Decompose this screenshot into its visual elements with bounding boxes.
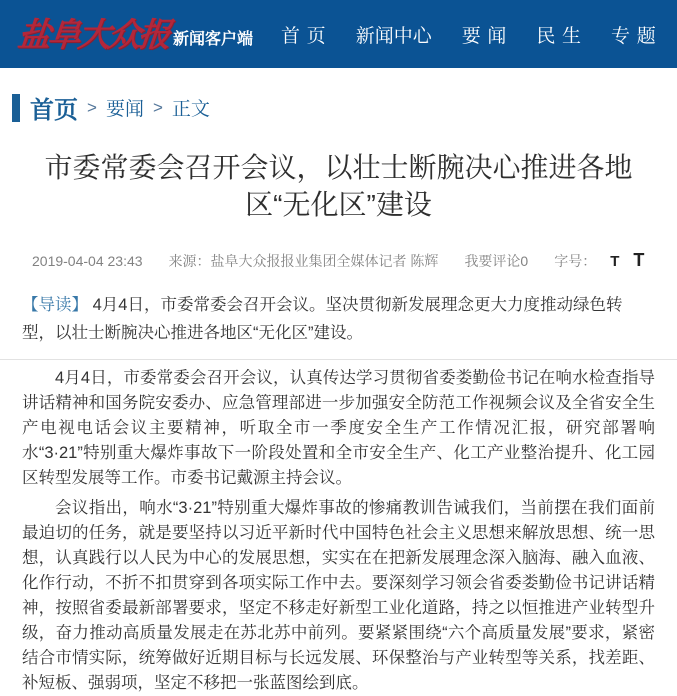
comment-link[interactable]: 我要评论0: [464, 253, 529, 269]
breadcrumb-current-page: 正文: [171, 99, 210, 120]
breadcrumb-home-link[interactable]: 首页: [30, 97, 78, 124]
breadcrumb: [12, 90, 677, 125]
summary-divider: [0, 359, 677, 360]
fontsize-control: [554, 251, 644, 271]
nav-item-topics[interactable]: 专题: [611, 25, 663, 47]
site-header: [0, 0, 677, 68]
article-source: 来源：盐阜大众报报业集团全媒体记者 陈辉: [168, 253, 439, 269]
article-summary: [22, 291, 655, 347]
breadcrumb-section-link[interactable]: 要闻: [105, 99, 144, 120]
font-smaller-button[interactable]: T: [610, 253, 620, 270]
article-paragraph: 会议指出，响水“3·21”特别重大爆炸事故的惨痛教训告诫我们，当前摆在我们面前最迫切的任务，就是要坚持以习近平新时代中国特色社会主义思想来解放思想、统一思想，认真践行以人民为中心的发展思想，实实在在把新发展理念深入脑海、融入血液、化作行动，不折不扣贯穿到各项实际工作中去。要深刻学习领会省委娄勤俭书记讲话精神，按照省委最新部署要求，坚定不移走好新型工业化道路，持之以恒推进产业转型升级，奋力推动高质量发展走在苏北苏中前列。要紧紧围绕“六个高质量发展”要求，紧密结合市情实际，统筹做好近期目标与长远发展、环保整治与产业转型等关系，找差距、补短板、强弱项，坚定不移把一张蓝图绘到底。: [22, 499, 655, 692]
breadcrumb-separator: >: [152, 97, 163, 117]
article-meta: [32, 251, 677, 271]
logo-subtitle: 新闻客户端: [173, 30, 254, 48]
fontsize-label: 字号：: [554, 253, 597, 269]
article-title: 市委常委会召开会议，以壮士断腕决心推进各地区“无化区”建设: [44, 152, 633, 220]
nav-item-livelihood[interactable]: 民生: [536, 25, 588, 47]
main-nav: [281, 21, 663, 48]
nav-item-news-center[interactable]: 新闻中心: [355, 25, 432, 47]
summary-text: 4月4日，市委常委会召开会议。坚决贯彻新发展理念更大力度推动绿色转型，以壮士断腕决心推进各地区“无化区”建设。: [22, 296, 623, 342]
nav-item-home[interactable]: 首页: [281, 25, 333, 47]
site-logo[interactable]: 盐阜大众报: [15, 14, 171, 54]
breadcrumb-accent-bar: [12, 94, 20, 122]
article-body: [22, 366, 655, 696]
font-larger-button[interactable]: T: [633, 250, 645, 270]
summary-tag: 【导读】: [22, 296, 88, 314]
article-paragraph: 4月4日，市委常委会召开会议，认真传达学习贯彻省委娄勤俭书记在响水检查指导讲话精神和国务院安委办、应急管理部进一步加强安全防范工作视频会议及全省安全生产电视电话会议主要精神，听取全市一季度安全生产工作情况汇报，研究部署响水“3·21”特别重大爆炸事故下一阶段处置和全市安全生产、化工产业整治提升、化工园区转型发展等工作。市委书记戴源主持会议。: [22, 369, 655, 487]
publish-datetime: 2019-04-04 23:43: [32, 253, 143, 269]
nav-item-important-news[interactable]: 要闻: [461, 25, 514, 47]
breadcrumb-separator: >: [87, 97, 97, 117]
